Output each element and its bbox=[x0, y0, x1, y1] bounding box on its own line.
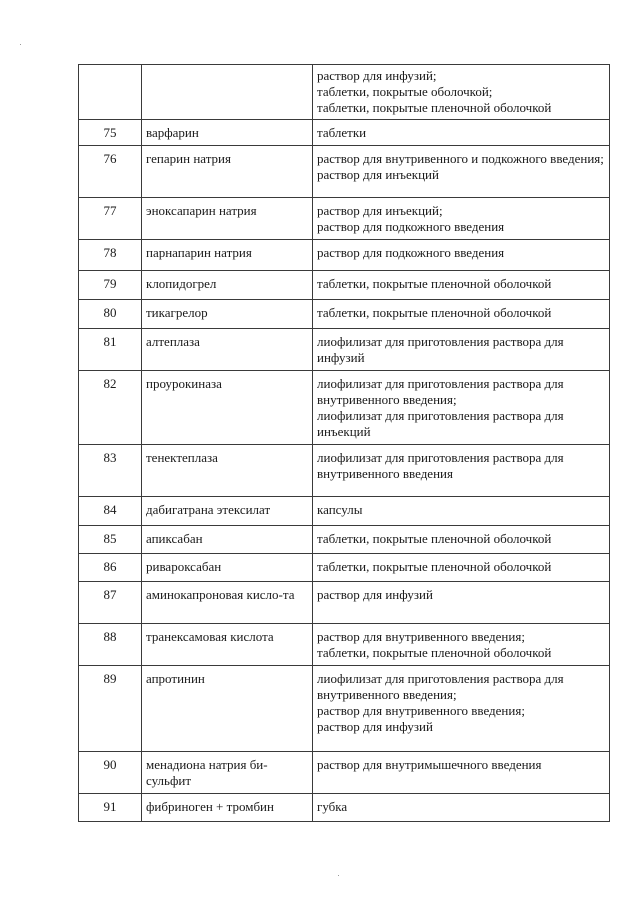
drug-list-body bbox=[79, 65, 610, 822]
table-row bbox=[79, 624, 610, 666]
table-row bbox=[79, 371, 610, 445]
row-number bbox=[79, 65, 142, 120]
dosage-form-line: раствор для инъекций bbox=[317, 167, 439, 182]
dosage-form-line: раствор для инъекций; bbox=[317, 203, 443, 218]
row-number: 83 bbox=[79, 445, 142, 497]
drug-name: транексамовая кислота bbox=[142, 624, 313, 666]
table-row bbox=[79, 526, 610, 554]
drug-name: фибриноген + тромбин bbox=[142, 794, 313, 822]
drug-name: варфарин bbox=[142, 120, 313, 146]
row-number: 79 bbox=[79, 271, 142, 300]
dosage-form-line: губка bbox=[317, 799, 348, 814]
row-number: 76 bbox=[79, 146, 142, 198]
drug-name: ривароксабан bbox=[142, 554, 313, 582]
dosage-form-line: капсулы bbox=[317, 502, 363, 517]
dosage-forms bbox=[313, 300, 610, 329]
drug-name: тенектеплаза bbox=[142, 445, 313, 497]
table-row bbox=[79, 666, 610, 752]
table-row bbox=[79, 794, 610, 822]
drug-name: парнапарин натрия bbox=[142, 240, 313, 271]
table-row bbox=[79, 582, 610, 624]
table-row bbox=[79, 554, 610, 582]
dosage-forms bbox=[313, 554, 610, 582]
table-row bbox=[79, 120, 610, 146]
row-number: 81 bbox=[79, 329, 142, 371]
drug-name: проурокиназа bbox=[142, 371, 313, 445]
table-row bbox=[79, 240, 610, 271]
drug-name: апротинин bbox=[142, 666, 313, 752]
drug-list-table bbox=[78, 64, 610, 822]
dosage-form-line: таблетки, покрытые пленочной оболочкой bbox=[317, 100, 552, 115]
dosage-form-line: раствор для внутривенного введения; bbox=[317, 629, 525, 644]
dosage-form-line: раствор для инфузий; bbox=[317, 68, 437, 83]
row-number: 87 bbox=[79, 582, 142, 624]
dosage-forms bbox=[313, 752, 610, 794]
row-number: 91 bbox=[79, 794, 142, 822]
table-row bbox=[79, 445, 610, 497]
dosage-form-line: раствор для внутримышечного введения bbox=[317, 757, 542, 772]
row-number: 75 bbox=[79, 120, 142, 146]
drug-name: тикагрелор bbox=[142, 300, 313, 329]
row-number: 82 bbox=[79, 371, 142, 445]
table-row bbox=[79, 271, 610, 300]
dosage-forms bbox=[313, 329, 610, 371]
dosage-forms bbox=[313, 526, 610, 554]
table-row bbox=[79, 146, 610, 198]
drug-name: эноксапарин натрия bbox=[142, 198, 313, 240]
dosage-forms bbox=[313, 794, 610, 822]
table-row bbox=[79, 198, 610, 240]
table-row bbox=[79, 300, 610, 329]
dosage-forms bbox=[313, 666, 610, 752]
drug-name: менадиона натрия би-сульфит bbox=[142, 752, 313, 794]
dosage-forms bbox=[313, 497, 610, 526]
row-number: 77 bbox=[79, 198, 142, 240]
dosage-form-line: лиофилизат для приготовления раствора для инъекций bbox=[317, 408, 564, 439]
dosage-forms bbox=[313, 624, 610, 666]
dosage-form-line: таблетки, покрытые оболочкой; bbox=[317, 84, 493, 99]
dosage-form-line: раствор для внутривенного и подкожного введения; bbox=[317, 151, 604, 166]
row-number: 86 bbox=[79, 554, 142, 582]
row-number: 78 bbox=[79, 240, 142, 271]
dosage-form-line: таблетки, покрытые пленочной оболочкой bbox=[317, 276, 552, 291]
dosage-form-line: раствор для инфузий bbox=[317, 719, 433, 734]
row-number: 88 bbox=[79, 624, 142, 666]
dosage-forms bbox=[313, 582, 610, 624]
dosage-form-line: раствор для подкожного введения bbox=[317, 219, 505, 234]
scan-speck bbox=[20, 44, 21, 45]
dosage-forms bbox=[313, 65, 610, 120]
row-number: 90 bbox=[79, 752, 142, 794]
dosage-forms bbox=[313, 445, 610, 497]
dosage-forms bbox=[313, 198, 610, 240]
dosage-form-line: лиофилизат для приготовления раствора для внутривенного введения bbox=[317, 450, 564, 481]
drug-name: алтеплаза bbox=[142, 329, 313, 371]
dosage-forms bbox=[313, 240, 610, 271]
row-number: 84 bbox=[79, 497, 142, 526]
dosage-form-line: лиофилизат для приготовления раствора для инфузий bbox=[317, 334, 564, 365]
dosage-form-line: лиофилизат для приготовления раствора для внутривенного введения; bbox=[317, 376, 564, 407]
table-row bbox=[79, 752, 610, 794]
dosage-form-line: лиофилизат для приготовления раствора для внутривенного введения; bbox=[317, 671, 564, 702]
dosage-form-line: таблетки bbox=[317, 125, 367, 140]
table-row bbox=[79, 329, 610, 371]
dosage-forms bbox=[313, 120, 610, 146]
dosage-form-line: таблетки, покрытые пленочной оболочкой bbox=[317, 645, 552, 660]
dosage-form-line: таблетки, покрытые пленочной оболочкой bbox=[317, 531, 552, 546]
dosage-form-line: раствор для внутривенного введения; bbox=[317, 703, 525, 718]
dosage-form-line: таблетки, покрытые пленочной оболочкой bbox=[317, 559, 552, 574]
scan-speck bbox=[338, 875, 339, 876]
dosage-form-line: раствор для подкожного введения bbox=[317, 245, 505, 260]
drug-name: дабигатрана этексилат bbox=[142, 497, 313, 526]
drug-name: апиксабан bbox=[142, 526, 313, 554]
dosage-form-line: раствор для инфузий bbox=[317, 587, 433, 602]
drug-name: гепарин натрия bbox=[142, 146, 313, 198]
table-row bbox=[79, 65, 610, 120]
dosage-forms bbox=[313, 271, 610, 300]
drug-name: клопидогрел bbox=[142, 271, 313, 300]
table-row bbox=[79, 497, 610, 526]
drug-name: аминокапроновая кисло-та bbox=[142, 582, 313, 624]
row-number: 85 bbox=[79, 526, 142, 554]
dosage-form-line: таблетки, покрытые пленочной оболочкой bbox=[317, 305, 552, 320]
row-number: 89 bbox=[79, 666, 142, 752]
dosage-forms bbox=[313, 371, 610, 445]
dosage-forms bbox=[313, 146, 610, 198]
drug-name bbox=[142, 65, 313, 120]
row-number: 80 bbox=[79, 300, 142, 329]
